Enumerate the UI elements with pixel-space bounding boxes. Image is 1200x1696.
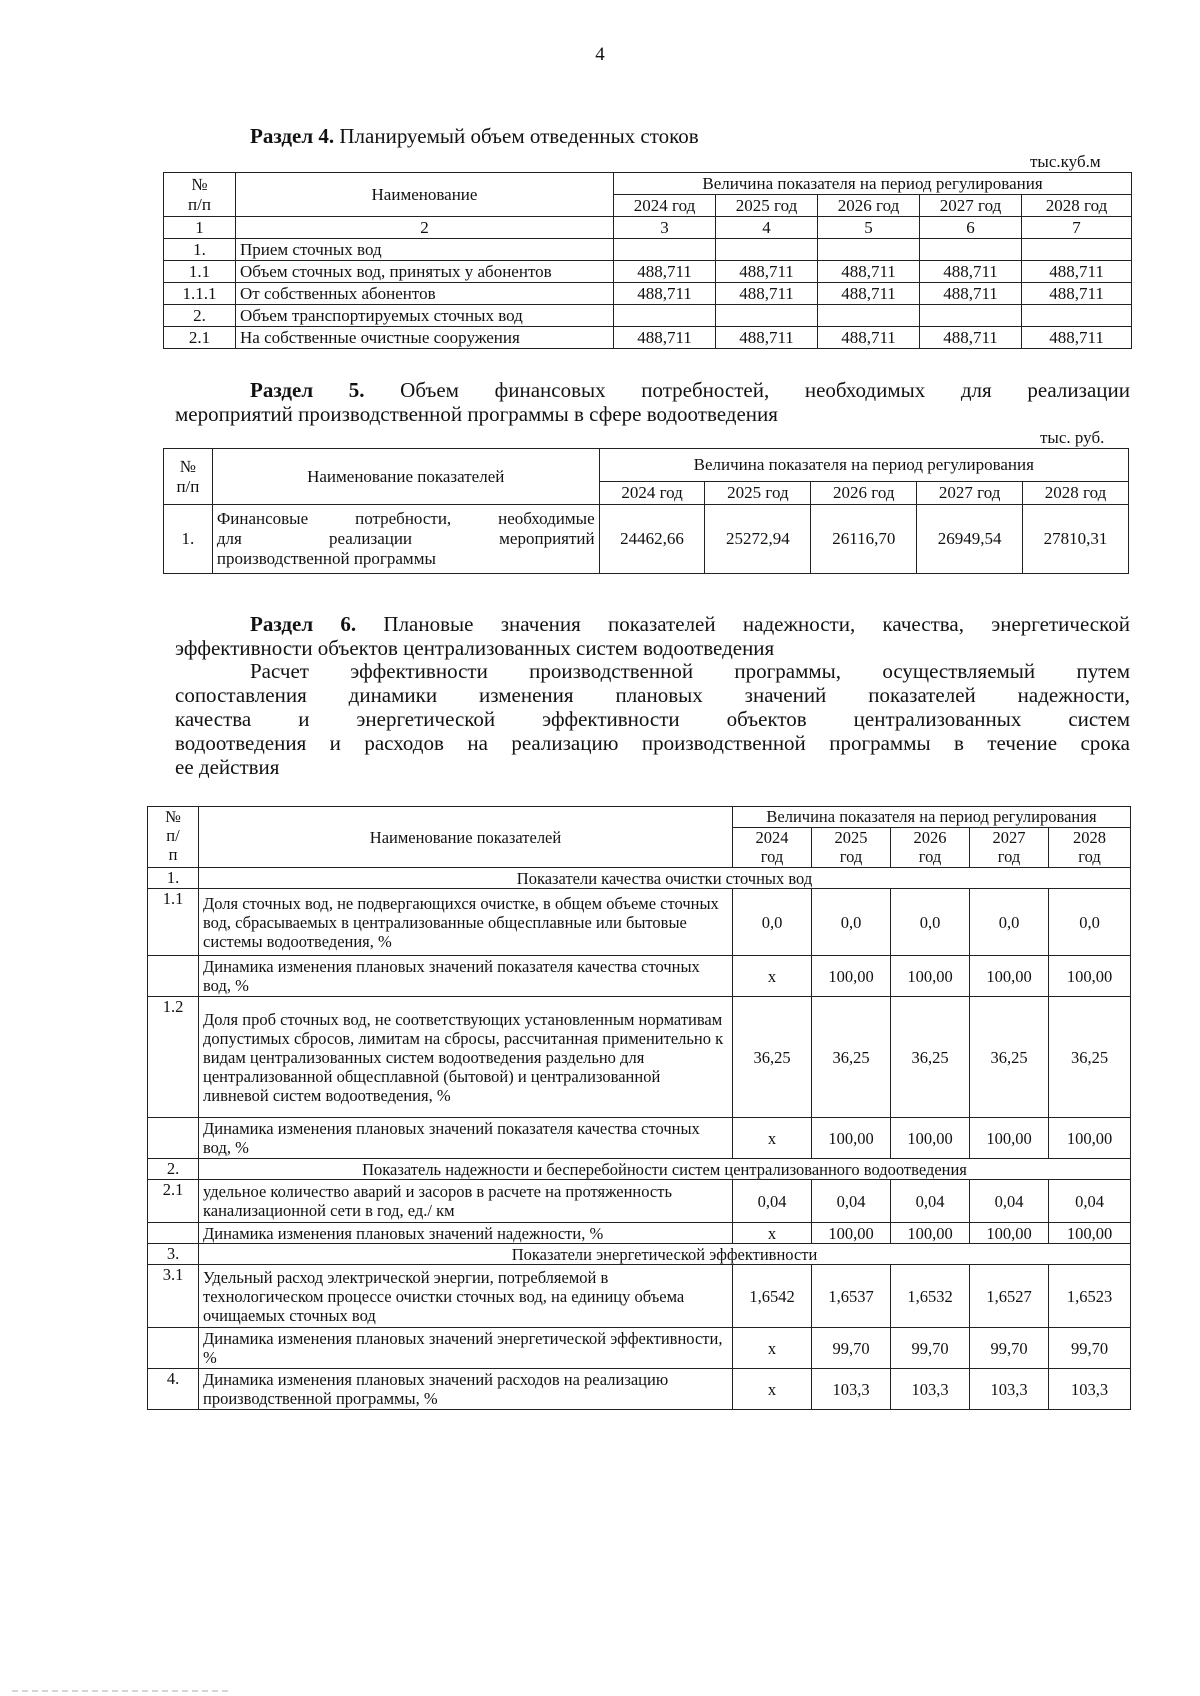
row-value: 488,711 <box>818 283 920 305</box>
header-year: 2028 год <box>1049 827 1131 867</box>
row-value: 0,0 <box>733 889 812 956</box>
row-value: 100,00 <box>970 1118 1049 1159</box>
row-value: 488,711 <box>716 261 818 283</box>
row-value: 1,6542 <box>733 1265 812 1328</box>
header-year: 2028 год <box>1023 482 1129 505</box>
row-value: 488,711 <box>1022 327 1132 349</box>
header-year: 2026 год <box>818 195 920 217</box>
col-number: 1 <box>164 217 236 239</box>
row-name: На собственные очистные сооружения <box>236 327 614 349</box>
row-value: 488,711 <box>614 261 716 283</box>
row-value: 488,711 <box>818 327 920 349</box>
row-num: 1.2 <box>148 997 199 1118</box>
section6-para-line: ее действия <box>175 755 280 779</box>
row-value: 99,70 <box>891 1328 970 1369</box>
header-period: Величина показателя на период регулирования <box>599 449 1128 482</box>
table-row <box>164 283 1132 305</box>
group-title: Показатели качества очистки сточных вод <box>199 868 1131 889</box>
row-name <box>212 505 599 574</box>
section5-title-text: Объем финансовых потребностей, необходимых для реализации <box>364 378 1130 402</box>
row-value: 100,00 <box>970 1223 1049 1244</box>
row-value: 1,6527 <box>970 1265 1049 1328</box>
table-row <box>148 997 1131 1118</box>
row-name-line: производственной программы <box>216 549 436 568</box>
row-name: Удельный расход электрической энергии, потребляемой в технологическом процессе очистки сточных вод, на единицу объема очищаемых сточных вод <box>199 1265 733 1328</box>
section6-para-line: Расчет эффективности производственной программы, осуществляемый путем <box>250 659 1130 683</box>
row-value: 0,0 <box>1049 889 1131 956</box>
row-value: 36,25 <box>891 997 970 1118</box>
row-name: Доля проб сточных вод, не соответствующих установленным нормативам допустимых сбросов, лимитам на сбросы, рассчитанная применительно к видам централизованных систем водоотведения раздельно для централизованной общесплавной (бытовой) и централизованной ливневой систем водоотведения, % <box>199 997 733 1118</box>
header-year: 2025 год <box>705 482 811 505</box>
section4-title-text: Планируемый объем отведенных стоков <box>334 124 699 148</box>
row-num: 4. <box>148 1369 199 1410</box>
row-num: 1. <box>164 505 213 574</box>
header-year: 2028 год <box>1022 195 1132 217</box>
row-num: 3.1 <box>148 1265 199 1328</box>
section5-title-bold: Раздел 5. <box>250 378 365 402</box>
row-value <box>1022 239 1132 261</box>
row-value <box>614 239 716 261</box>
row-value: 1,6523 <box>1049 1265 1131 1328</box>
row-num <box>148 956 199 997</box>
row-value: 488,711 <box>818 261 920 283</box>
row-num: 2.1 <box>164 327 236 349</box>
row-value: 100,00 <box>812 956 891 997</box>
row-num: 1. <box>164 239 236 261</box>
row-name: Динамика изменения плановых значений расходов на реализацию производственной программы, % <box>199 1369 733 1410</box>
header-year: 2024 год <box>614 195 716 217</box>
row-value: 100,00 <box>1049 1223 1131 1244</box>
row-value: 24462,66 <box>599 505 705 574</box>
row-value: 100,00 <box>812 1223 891 1244</box>
page-number: 4 <box>595 44 605 65</box>
section4-title-bold: Раздел 4. <box>250 124 335 148</box>
group-title: Показатель надежности и бесперебойности систем централизованного водоотведения <box>199 1159 1131 1180</box>
row-value: 488,711 <box>920 283 1022 305</box>
section6-title <box>250 612 1130 636</box>
section4-title <box>250 124 699 148</box>
table-row <box>148 1328 1131 1369</box>
section5-title <box>250 378 1130 402</box>
row-value: 488,711 <box>920 261 1022 283</box>
row-value: 0,04 <box>733 1180 812 1223</box>
row-value: 488,711 <box>614 283 716 305</box>
row-value: 99,70 <box>970 1328 1049 1369</box>
row-value: 103,3 <box>1049 1369 1131 1410</box>
row-name: Объем сточных вод, принятых у абонентов <box>236 261 614 283</box>
row-value: 488,711 <box>1022 261 1132 283</box>
header-year: 2027 год <box>970 827 1049 867</box>
table-row <box>148 1223 1131 1244</box>
group-num: 1. <box>148 868 199 889</box>
row-name-line: Финансовые потребности, необходимые <box>216 509 595 528</box>
row-value: х <box>733 1328 812 1369</box>
row-value <box>614 305 716 327</box>
row-value: х <box>733 956 812 997</box>
section6-title-line2: эффективности объектов централизованных систем водоотведения <box>175 636 775 660</box>
row-value: 100,00 <box>1049 956 1131 997</box>
row-name: Прием сточных вод <box>236 239 614 261</box>
row-value <box>1022 305 1132 327</box>
row-value: 36,25 <box>733 997 812 1118</box>
header-num: № п/ п <box>148 807 199 868</box>
row-value: 488,711 <box>920 327 1022 349</box>
header-num: № п/п <box>164 173 236 217</box>
row-value: 0,0 <box>812 889 891 956</box>
row-value <box>716 305 818 327</box>
section6-table <box>147 806 1131 1410</box>
header-period: Величина показателя на период регулирования <box>614 173 1132 195</box>
row-value: 1,6532 <box>891 1265 970 1328</box>
row-value: 100,00 <box>891 956 970 997</box>
row-name: Динамика изменения плановых значений надежности, % <box>199 1223 733 1244</box>
row-num: 1.1 <box>164 261 236 283</box>
table-row <box>164 305 1132 327</box>
row-value: 488,711 <box>1022 283 1132 305</box>
row-num <box>148 1118 199 1159</box>
row-value: х <box>733 1118 812 1159</box>
group-num: 2. <box>148 1159 199 1180</box>
row-value: 0,0 <box>970 889 1049 956</box>
header-year: 2025 год <box>716 195 818 217</box>
scan-artifact <box>12 1690 232 1692</box>
row-name: удельное количество аварий и засоров в расчете на протяженность канализационной сети в год, ед./ км <box>199 1180 733 1223</box>
row-num: 1.1.1 <box>164 283 236 305</box>
row-num: 2.1 <box>148 1180 199 1223</box>
row-value: 0,04 <box>970 1180 1049 1223</box>
group-row <box>148 1244 1131 1265</box>
row-value <box>818 305 920 327</box>
col-number: 3 <box>614 217 716 239</box>
row-num <box>148 1328 199 1369</box>
row-value: 36,25 <box>1049 997 1131 1118</box>
table-row <box>148 956 1131 997</box>
row-name: Динамика изменения плановых значений энергетической эффективности, % <box>199 1328 733 1369</box>
row-name: Доля сточных вод, не подвергающихся очистке, в общем объеме сточных вод, сбрасываемых в централизованные общесплавные или бытовые системы водоотведения, % <box>199 889 733 956</box>
header-year: 2026 год <box>811 482 917 505</box>
row-name: От собственных абонентов <box>236 283 614 305</box>
header-name: Наименование <box>236 173 614 217</box>
row-value: 100,00 <box>812 1118 891 1159</box>
row-value: 99,70 <box>1049 1328 1131 1369</box>
row-value: 100,00 <box>891 1223 970 1244</box>
row-value: 26949,54 <box>917 505 1023 574</box>
section4-unit: тыс.куб.м <box>1030 152 1101 171</box>
col-number: 4 <box>716 217 818 239</box>
col-number: 6 <box>920 217 1022 239</box>
section5-unit: тыс. руб. <box>1040 428 1105 447</box>
table-row <box>148 889 1131 956</box>
row-num: 2. <box>164 305 236 327</box>
header-name: Наименование показателей <box>199 807 733 868</box>
row-value: 1,6537 <box>812 1265 891 1328</box>
table-row <box>148 1118 1131 1159</box>
section5-title-line2: мероприятий производственной программы в сфере водоотведения <box>175 402 778 426</box>
row-value: 36,25 <box>812 997 891 1118</box>
table-row <box>164 239 1132 261</box>
col-number: 5 <box>818 217 920 239</box>
row-value: 103,3 <box>970 1369 1049 1410</box>
table-row <box>148 1180 1131 1223</box>
header-period: Величина показателя на период регулирования <box>733 807 1131 828</box>
header-year: 2027 год <box>920 195 1022 217</box>
section6-title-text: Плановые значения показателей надежности, качества, энергетической <box>356 612 1130 636</box>
row-value: 103,3 <box>891 1369 970 1410</box>
header-year: 2025 год <box>812 827 891 867</box>
row-value <box>920 305 1022 327</box>
row-value: 0,0 <box>891 889 970 956</box>
row-value <box>818 239 920 261</box>
row-name-line: для реализации мероприятий <box>216 529 595 548</box>
section4-table <box>163 172 1132 349</box>
header-year: 2026 год <box>891 827 970 867</box>
row-value: 103,3 <box>812 1369 891 1410</box>
row-value: 36,25 <box>970 997 1049 1118</box>
row-value: 99,70 <box>812 1328 891 1369</box>
row-value: 100,00 <box>970 956 1049 997</box>
row-num <box>148 1223 199 1244</box>
table-row <box>164 261 1132 283</box>
row-value: х <box>733 1369 812 1410</box>
row-value: х <box>733 1223 812 1244</box>
row-value <box>920 239 1022 261</box>
table-row <box>148 1265 1131 1328</box>
row-value: 488,711 <box>614 327 716 349</box>
row-value: 0,04 <box>1049 1180 1131 1223</box>
row-name: Объем транспортируемых сточных вод <box>236 305 614 327</box>
row-value <box>716 239 818 261</box>
header-year: 2024 год <box>733 827 812 867</box>
group-row <box>148 1159 1131 1180</box>
section6-para-line: качества и энергетической эффективности объектов централизованных систем <box>175 707 1130 731</box>
table-row <box>164 327 1132 349</box>
section5-table <box>163 448 1129 574</box>
col-number: 2 <box>236 217 614 239</box>
col-number: 7 <box>1022 217 1132 239</box>
row-value: 488,711 <box>716 283 818 305</box>
group-title: Показатели энергетической эффективности <box>199 1244 1131 1265</box>
table-row <box>148 1369 1131 1410</box>
row-value: 0,04 <box>891 1180 970 1223</box>
header-year: 2024 год <box>599 482 705 505</box>
section6-title-bold: Раздел 6. <box>250 612 357 636</box>
row-value: 100,00 <box>891 1118 970 1159</box>
section6-para-line: водоотведения и расходов на реализацию производственной программы в течение срока <box>175 731 1130 755</box>
row-value: 0,04 <box>812 1180 891 1223</box>
group-row <box>148 868 1131 889</box>
group-num: 3. <box>148 1244 199 1265</box>
row-name: Динамика изменения плановых значений показателя качества сточных вод, % <box>199 956 733 997</box>
header-num: № п/п <box>164 449 213 505</box>
row-value: 488,711 <box>716 327 818 349</box>
row-value: 100,00 <box>1049 1118 1131 1159</box>
row-num: 1.1 <box>148 889 199 956</box>
section6-para-line: сопоставления динамики изменения плановых значений показателей надежности, <box>175 683 1130 707</box>
header-name: Наименование показателей <box>212 449 599 505</box>
row-value: 25272,94 <box>705 505 811 574</box>
row-name: Динамика изменения плановых значений показателя качества сточных вод, % <box>199 1118 733 1159</box>
row-value: 27810,31 <box>1023 505 1129 574</box>
header-year: 2027 год <box>917 482 1023 505</box>
row-value: 26116,70 <box>811 505 917 574</box>
